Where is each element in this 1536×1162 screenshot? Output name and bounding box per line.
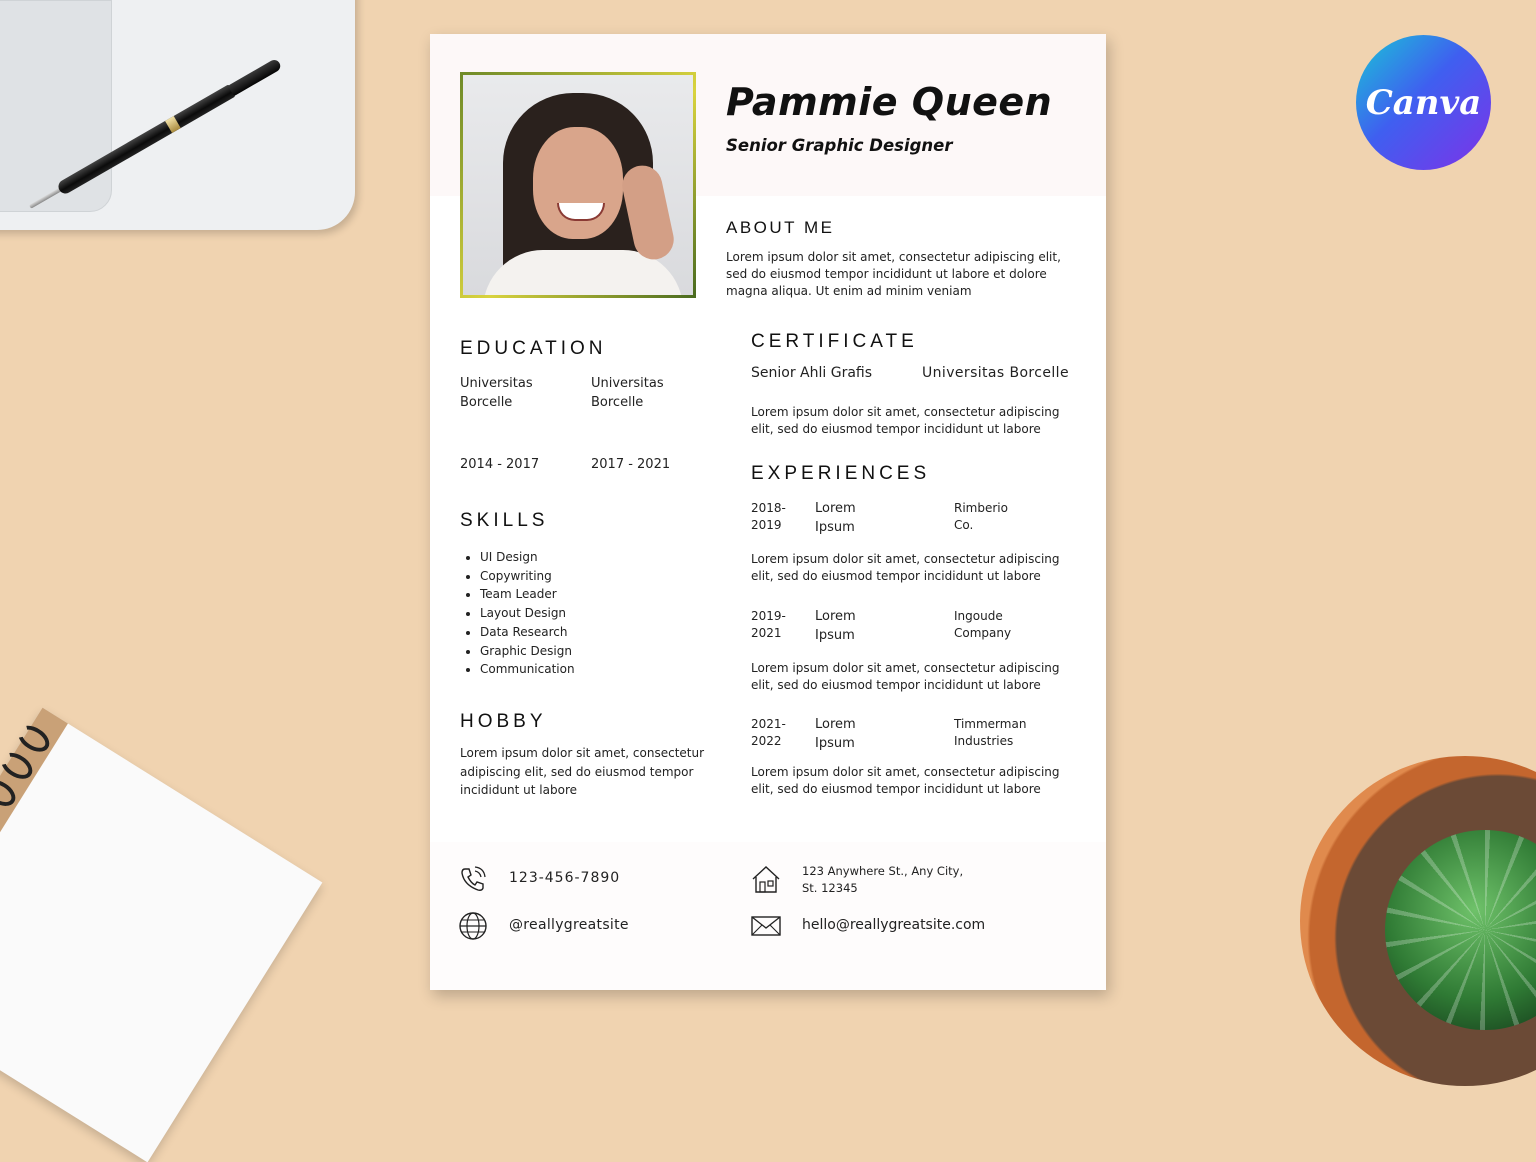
globe-icon [458, 911, 488, 941]
experience-years: 2018- 2019 [751, 501, 786, 532]
education-years-2: 2017 - 2021 [591, 457, 671, 472]
experience-years: 2019- 2021 [751, 609, 786, 640]
skill-item: • Communication [480, 660, 575, 679]
certificate-heading: CERTIFICATE [751, 331, 918, 352]
experience-text: Lorem ipsum dolor sit amet, consectetur adipiscing elit, sed do eiusmod tempor incididunt ut labore [751, 661, 1060, 692]
skill-item: • Layout Design [480, 604, 575, 623]
experience-company: Rimberio Co. [954, 501, 1008, 532]
notebook [0, 708, 322, 1162]
skill-item: • UI Design [480, 548, 575, 567]
home-icon [751, 864, 781, 894]
contact-email: hello@reallygreatsite.com [802, 917, 986, 933]
experience-role: Lorem Ipsum [815, 501, 856, 535]
education-school-1: Universitas Borcelle [460, 376, 533, 410]
contact-address: 123 Anywhere St., Any City, St. 12345 [802, 864, 964, 895]
skills-heading: SKILLS [460, 510, 549, 531]
education-school-2: Universitas Borcelle [591, 376, 664, 410]
experience-text: Lorem ipsum dolor sit amet, consectetur adipiscing elit, sed do eiusmod tempor incididunt ut labore [751, 765, 1060, 796]
hobby-text: Lorem ipsum dolor sit amet, consectetur adipiscing elit, sed do eiusmod tempor incididunt ut labore [460, 746, 705, 797]
resume-title: Senior Graphic Designer [726, 136, 953, 155]
hobby-heading: HOBBY [460, 711, 547, 732]
resume-name: Pammie Queen [726, 80, 1053, 124]
laptop-trackpad [0, 0, 112, 212]
about-text: Lorem ipsum dolor sit amet, consectetur adipiscing elit, sed do eiusmod tempor incididunt ut labore et dolore magna aliqua. Ut enim ad minim veniam [726, 250, 1061, 298]
education-years-1: 2014 - 2017 [460, 457, 540, 472]
certificate-issuer: Universitas Borcelle [922, 365, 1069, 381]
skill-item: • Team Leader [480, 585, 575, 604]
experience-company: Ingoude Company [954, 609, 1012, 640]
experiences-heading: EXPERIENCES [751, 463, 931, 484]
contact-website: @reallygreatsite [509, 917, 629, 933]
experience-company: Timmerman Industries [954, 717, 1027, 748]
education-heading: EDUCATION [460, 338, 607, 359]
about-heading: ABOUT ME [726, 218, 835, 237]
profile-photo [460, 72, 696, 298]
skill-item: • Copywriting [480, 567, 575, 586]
skill-item: • Data Research [480, 623, 575, 642]
mail-icon [751, 911, 781, 941]
canva-logo: Canva [1356, 35, 1491, 170]
experience-text: Lorem ipsum dolor sit amet, consectetur adipiscing elit, sed do eiusmod tempor incididunt ut labore [751, 552, 1060, 583]
experience-role: Lorem Ipsum [815, 609, 856, 643]
skills-list [460, 548, 575, 679]
experience-years: 2021- 2022 [751, 717, 786, 748]
experience-role: Lorem Ipsum [815, 717, 856, 751]
contact-phone: 123-456-7890 [509, 870, 621, 886]
skill-item: • Graphic Design [480, 642, 575, 661]
resume-sheet [430, 34, 1106, 990]
certificate-text: Lorem ipsum dolor sit amet, consectetur adipiscing elit, sed do eiusmod tempor incididunt ut labore [751, 405, 1060, 436]
phone-icon [458, 864, 488, 894]
certificate-name: Senior Ahli Grafis [751, 365, 873, 381]
